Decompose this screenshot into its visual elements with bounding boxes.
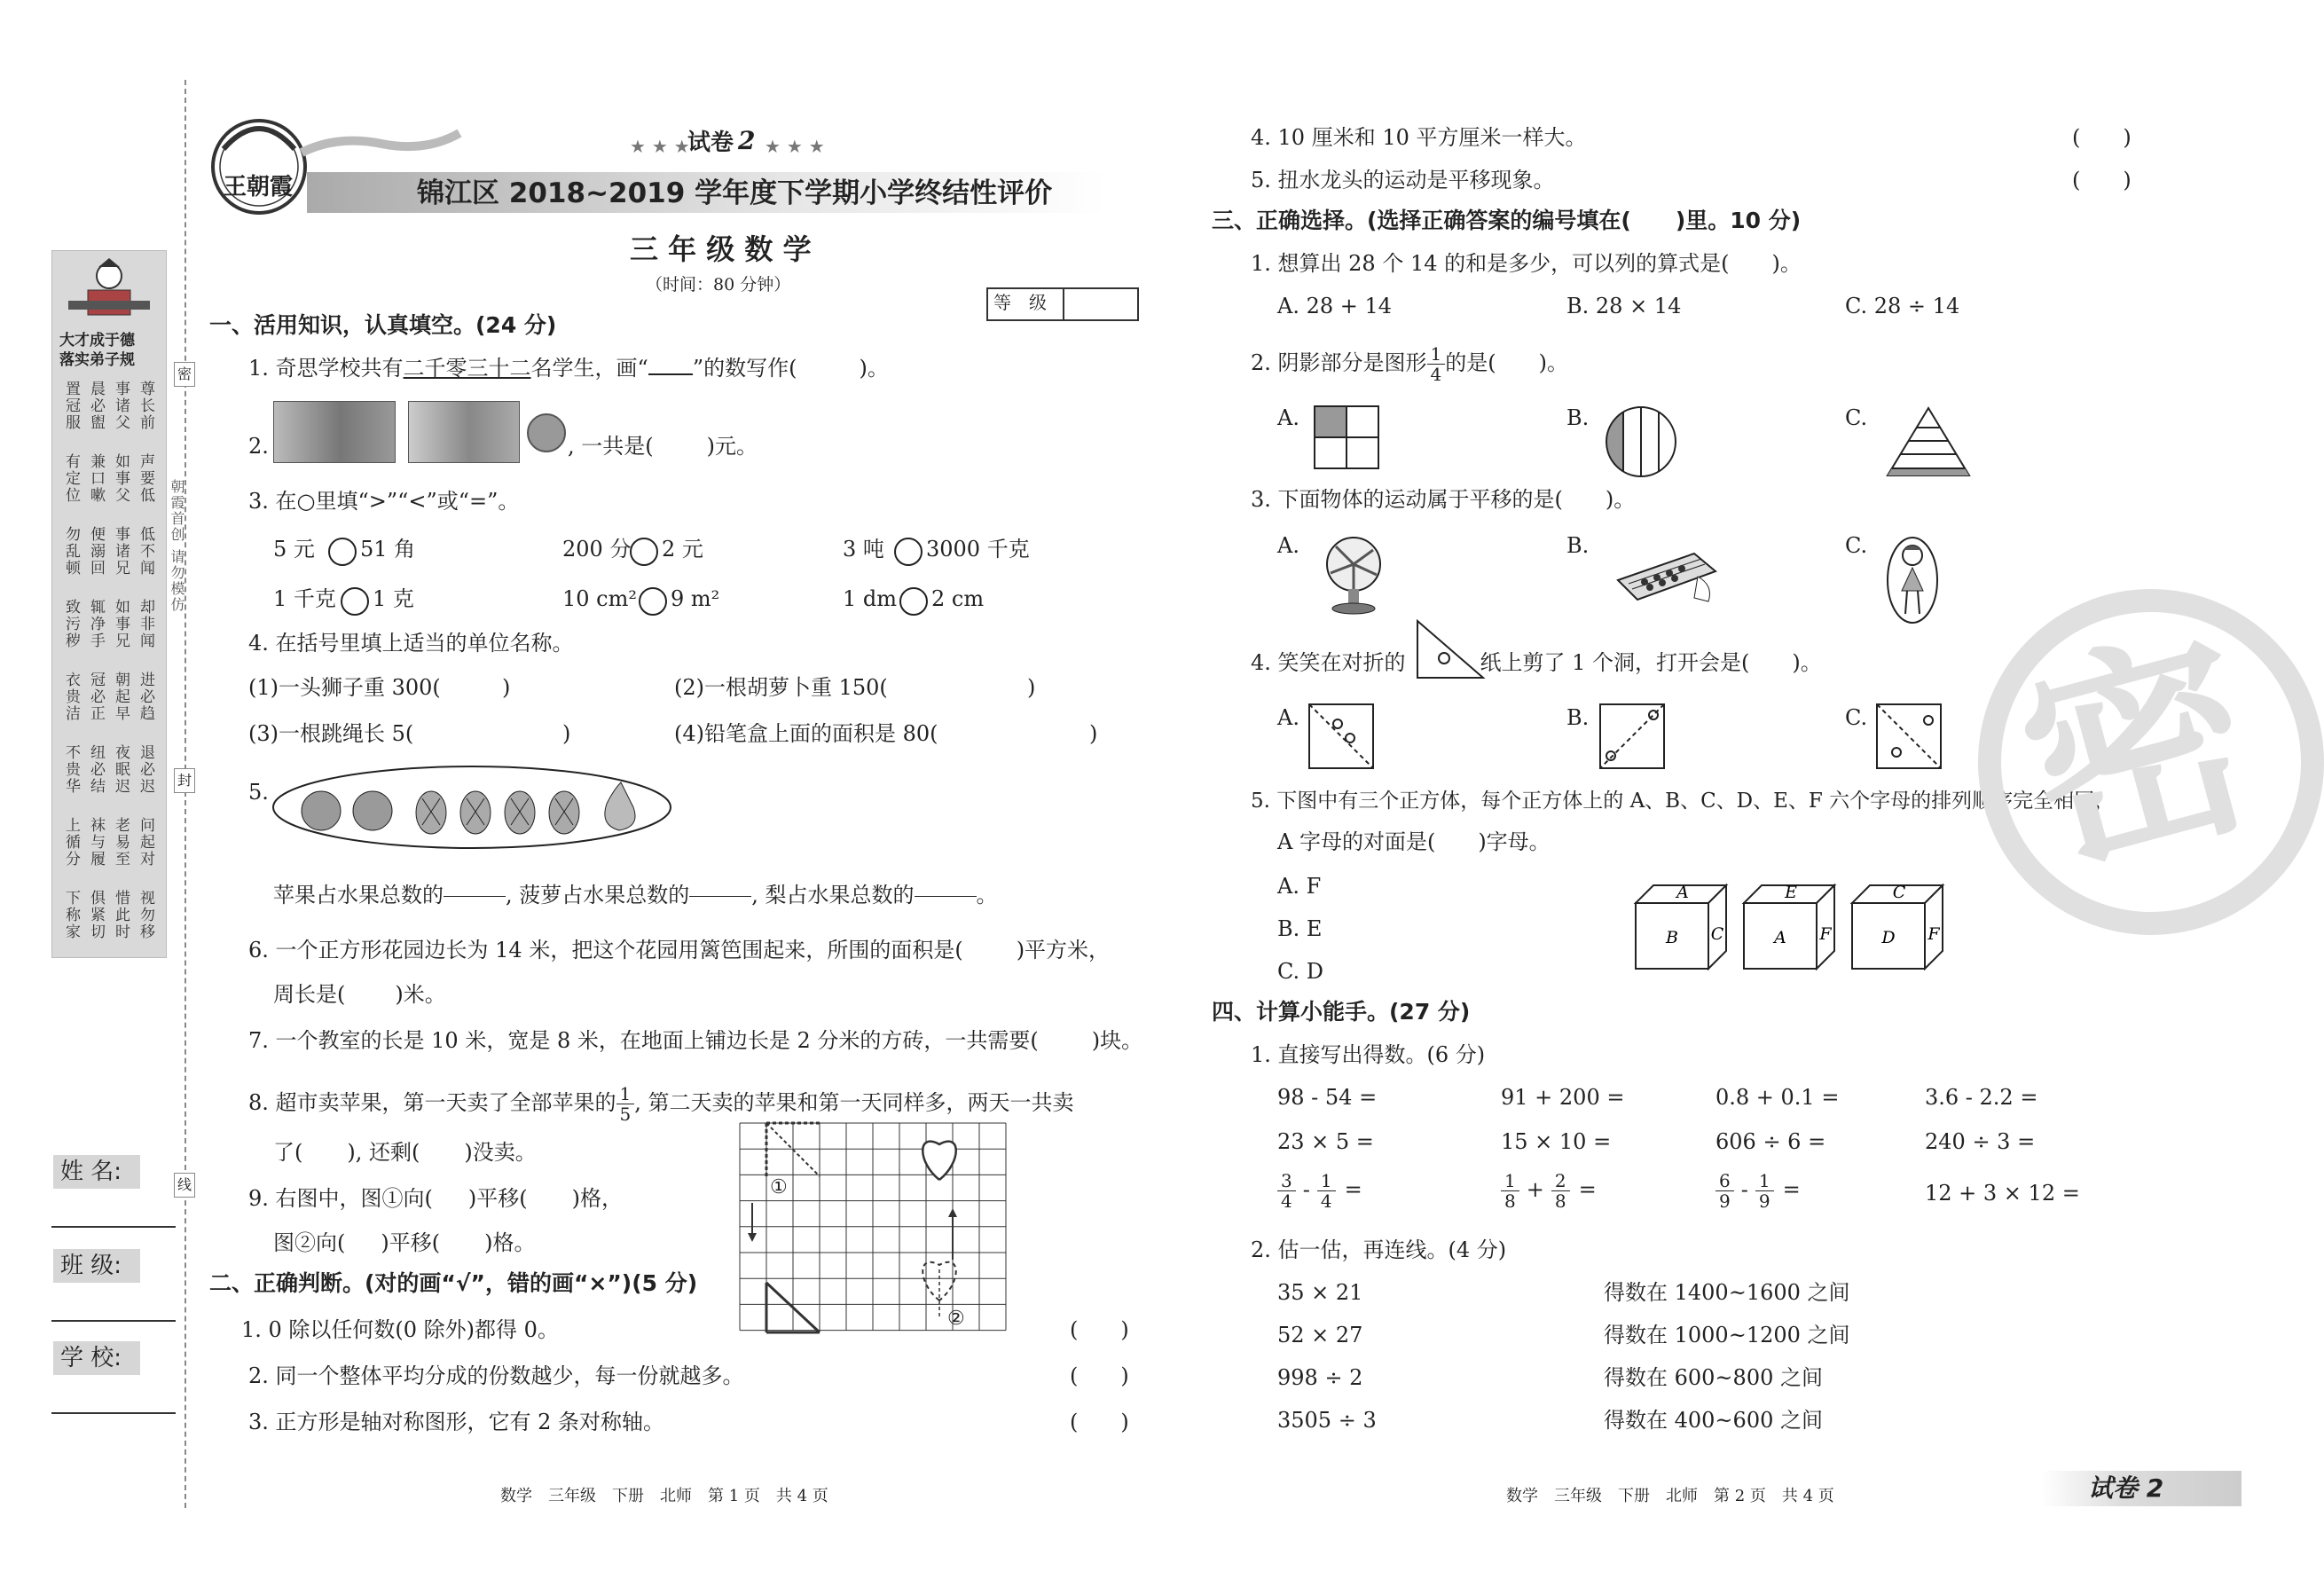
compare-circle[interactable] [639,587,667,616]
poem-column: 袜与履 [87,817,105,868]
q3-right-value: 2 元 [662,537,703,562]
estimate-range[interactable]: 得数在 1000~1200 之间 [1604,1323,1850,1347]
q8-line1 [248,1084,1074,1124]
poem-column: 如事兄 [112,599,130,649]
triangle-strips-figure[interactable] [1884,405,1973,479]
q8-text-a: 8. 超市卖苹果，第一天卖了全部苹果的 [248,1090,616,1115]
q2-text-a: , 一共是( [568,434,654,459]
q1-text-b: 名学生，画“ [530,356,648,381]
q1-underlined-number: 二千零三十二 [403,356,531,381]
poem-column: 进必趋 [137,672,154,722]
q8-text-e: )没卖。 [464,1140,537,1165]
compare-circle[interactable] [894,538,923,566]
poem-column: 辄净手 [87,599,105,649]
q1-text-a: 1. 奇思学校共有 [248,356,404,381]
paper-tag-stars-right: ★ ★ ★ [765,136,825,157]
estimate-expression[interactable]: 3505 ÷ 3 [1277,1408,1377,1433]
unfolded-option-b[interactable] [1598,703,1666,770]
grid-label-2: ② [947,1308,965,1330]
q3-left-value: 10 cm² [562,586,637,611]
poem-column: 却非闻 [137,599,154,649]
c4-text-b: 纸上剪了 1 个洞，打开会是( )。 [1480,650,1822,675]
compare-circle[interactable] [341,587,369,616]
q8-fraction: $\frac{1}{5}$ [616,1084,635,1124]
q9-text-d: 图②向( [273,1230,346,1255]
fraction-calc-item [1501,1167,1597,1212]
poem-column: 事诸父 [112,381,130,431]
corner-badge: 试卷 2 [2088,1473,2164,1503]
estimate-expression[interactable]: 35 × 21 [1277,1280,1363,1305]
q5-text [273,876,998,916]
calc-item: 23 × 5 = [1277,1129,1374,1154]
poem-column: 夜眠迟 [112,744,130,795]
q5-text-c: , 梨占水果总数的 [751,883,915,907]
q6-text-a: 6. 一个正方形花园边长为 14 米，把这个花园用篱笆围起来，所围的面积是( [248,938,963,962]
banknote-10-yuan-image [273,401,396,463]
fruit-oval-image [270,763,678,852]
q6-line2 [273,981,446,1008]
calc-item: 606 ÷ 6 = [1716,1129,1826,1154]
poem-column: 退必迟 [137,744,154,795]
cube-face-letter: F [1928,924,1940,944]
cube-face-letter: E [1785,883,1797,902]
cube-face-letter: D [1881,928,1896,947]
poem-column: 勿乱顿 [62,526,80,577]
section-1-title: 一、活用知识，认真填空。(24 分) [209,312,557,338]
poem-column: 致污秽 [62,599,80,649]
seal-mark-2: 封 [174,768,195,793]
side-note: 朝霞首创 请勿模仿 [169,479,185,614]
calc-fraction: $\frac{1}{9}$ [1755,1171,1774,1211]
c2 [1251,344,1568,384]
calc-fraction: $\frac{1}{4}$ [1317,1171,1336,1211]
estimate-range[interactable]: 得数在 400~600 之间 [1604,1408,1823,1433]
c3-opt-a-label: A. [1277,533,1299,558]
poem-column: 声要低 [137,453,154,504]
q9-text-a: 9. 右图中，图①向( [248,1186,433,1211]
compare-circle[interactable] [899,587,928,616]
calc-item: 91 + 200 = [1501,1085,1625,1110]
c2-text-a: 2. 阴影部分是图形 [1251,350,1427,375]
poem-column: 朝起早 [112,672,130,722]
q6-line1 [248,937,1110,963]
q6-text-b: )平方米， [1016,938,1111,962]
calc-operator: - [1302,1177,1310,1202]
unfolded-option-c[interactable] [1875,703,1943,770]
c4-text-a: 4. 笑笑在对折的 [1251,650,1406,675]
c5-opt-c: C. D [1277,959,1324,984]
q8-text-c: 了( [273,1140,303,1165]
cube-face-letter: A [1676,883,1689,902]
p1: 1. 直接写出得数。(6 分) [1251,1042,1486,1067]
paper-tag-stars: ★ ★ ★ [630,136,690,157]
poem-column: 兼口嗽 [87,453,105,504]
q5-text-a: 苹果占水果总数的 [273,883,444,907]
q1-blank-line [648,373,693,375]
c2-text-b: 的是( )。 [1445,350,1568,375]
ribbon-decoration [302,117,461,170]
c3-opt-b-label: B. [1566,533,1590,558]
paper-tag: 试卷 [687,130,734,156]
q7-text-b: )块。 [1091,1028,1143,1053]
q9-text-e: )平移( [381,1230,441,1255]
poem-column: 视勿移 [137,890,154,940]
cube-face-letter: A [1774,928,1786,947]
q4-close-paren: ) [1027,675,1036,700]
c4-opt-a-label: A. [1277,705,1299,730]
estimate-expression[interactable]: 998 ÷ 2 [1277,1365,1363,1390]
footer-right: 数学 三年级 下册 北师 第 2 页 共 4 页 [1506,1487,1834,1505]
exam-time: （时间：80 分钟） [646,275,791,295]
q4-close-paren: ) [562,721,571,746]
q9-text-c: )格， [571,1186,623,1211]
poem-column: 低不闻 [137,526,154,577]
compare-circle[interactable] [328,538,357,566]
judge-answer-paren[interactable]: ( ) [1070,1363,1129,1388]
name-label-text: 姓 名: [60,1159,122,1185]
cube-face-letter: B [1666,928,1678,947]
judge-item: 4. 10 厘米和 10 平方厘米一样大。 [1251,125,1587,150]
c4-opt-c-label: C. [1845,705,1868,730]
q3-left-value: 1 dm [843,586,898,611]
grade-box-divider [1063,287,1064,319]
section-2-title: 二、正确判断。(对的画“√”，错的画“×”)(5 分) [209,1270,698,1296]
estimate-range[interactable]: 得数在 600~800 之间 [1604,1365,1823,1390]
q9-line1 [248,1185,623,1212]
q8-text-b: , 第二天卖的苹果和第一天同样多，两天一共卖 [634,1090,1074,1115]
q3-right-value: 9 m² [671,586,720,611]
poem-column: 老易至 [112,817,130,868]
calc-item: 240 ÷ 3 = [1925,1129,2036,1154]
three-cubes-figure [1634,884,1953,981]
c2-opt-c-label: C. [1845,405,1868,430]
motto-panel [51,250,167,958]
school-label-text: 学 校: [60,1345,122,1371]
poem-column: 衣贵洁 [62,672,80,722]
calc-fraction: $\frac{6}{9}$ [1716,1171,1734,1211]
poem-column: 俱紧切 [87,890,105,940]
c1-opt-b: B. 28 × 14 [1566,294,1682,318]
unfolded-option-a[interactable] [1307,703,1375,770]
c1: 1. 想算出 28 个 14 的和是多少，可以列的算式是( )。 [1251,251,1802,276]
c2-opt-b-label: B. [1566,405,1590,430]
q8-text-d: ), 还剩( [347,1140,420,1165]
q9-text-f: )格。 [484,1230,536,1255]
poem-column: 纽必结 [87,744,105,795]
c1-opt-c: C. 28 ÷ 14 [1845,294,1960,318]
calc-equals: = [1578,1177,1597,1202]
c2-opt-a-label: A. [1277,405,1299,430]
motto-line-1: 大才成于德 [59,332,135,350]
q4: 4. 在括号里填上适当的单位名称。 [248,631,574,656]
poem-column: 冠必正 [87,672,105,722]
c4 [1251,649,1822,676]
square-quarter-figure[interactable] [1313,405,1384,472]
c5-line1: 5. 下图中有三个正方体，每个正方体上的 A、B、C、D、E、F 六个字母的排列顺序完全相同， [1251,790,2116,813]
brand-logo [206,114,312,220]
judge-answer-paren[interactable]: ( ) [2072,168,2132,192]
q5-text-d: 。 [976,883,998,907]
calc-item: 3.6 - 2.2 = [1925,1085,2038,1110]
judge-item: 3. 正方形是轴对称图形，它有 2 条对称轴。 [248,1410,665,1434]
poem-column: 问起对 [137,817,154,868]
class-field[interactable] [51,1320,176,1322]
q3-left-value: 5 元 [273,537,315,562]
poem-column: 有定位 [62,453,80,504]
q4-close-paren: ) [502,675,511,700]
calc-operator: - [1740,1177,1748,1202]
poem-column: 尊长前 [137,381,154,431]
judge-answer-paren[interactable]: ( ) [1070,1410,1129,1434]
grade-label: 等 级 [993,292,1047,313]
abacus-image[interactable] [1609,545,1719,607]
calc-equals: = [1782,1177,1801,1202]
q1-text-d: )。 [859,356,889,381]
judge-answer-paren[interactable]: ( ) [2072,125,2132,150]
circle-strips-figure[interactable] [1604,405,1678,479]
subject-title: 三 年 级 数 学 [630,232,812,266]
girl-jumping-rope-image[interactable] [1886,536,1939,626]
brand-logo-text: 王朝霞 [224,174,294,200]
scholar-figure [52,255,166,326]
q8-line2 [273,1139,537,1166]
judge-item: 2. 同一个整体平均分成的份数越少，每一份就越多。 [248,1363,744,1388]
class-label-text: 班 级: [60,1253,122,1279]
calc-fraction: $\frac{3}{4}$ [1277,1171,1296,1211]
section-3-title: 三、正确选择。(选择正确答案的编号填在( )里。10 分) [1212,208,1802,233]
c1-opt-a: A. 28 + 14 [1277,294,1393,318]
estimate-range[interactable]: 得数在 1400~1600 之间 [1604,1280,1850,1305]
q5-text-b: , 菠萝占水果总数的 [506,883,690,907]
cube-face-letter: C [1892,883,1906,902]
seal-mark-3: 线 [174,1173,195,1198]
c5-opt-a: A. F [1277,874,1322,899]
motto-line-2: 落实弟子规 [59,351,135,369]
cube-face-letter: C [1710,924,1724,944]
estimate-expression[interactable]: 52 × 27 [1277,1323,1363,1347]
calc-item: 98 - 54 = [1277,1085,1378,1110]
school-field[interactable] [51,1412,176,1414]
calc-fraction: $\frac{1}{8}$ [1501,1171,1519,1211]
c2-fraction: $\frac{1}{4}$ [1427,344,1446,384]
q3-left-value: 1 千克 [273,586,336,611]
c4-opt-b-label: B. [1566,705,1590,730]
q5-blank-fraction-1[interactable] [444,876,506,916]
q6-text-c: 周长是( [273,982,346,1007]
q9-text-b: )平移( [467,1186,528,1211]
p2: 2. 估一估，再连线。(4 分) [1251,1237,1507,1262]
poem-column: 便溺回 [87,526,105,577]
q4-item: (4)铅笔盒上面的面积是 80( [674,721,938,746]
q2-text [568,433,758,460]
calc-operator: + [1526,1177,1544,1202]
cube-face-letter: F [1819,924,1832,944]
judge-answer-paren[interactable]: ( ) [1070,1317,1129,1342]
c5-opt-b: B. E [1277,916,1323,941]
q2-number: 2. [248,434,269,459]
banknote-1-yuan-image [408,401,520,463]
q1-text-c: ”的数写作( [692,356,797,381]
q7-text-a: 7. 一个教室的长是 10 米，宽是 8 米，在地面上铺边长是 2 分米的方砖，一共需要( [248,1028,1039,1053]
poem-column: 事诸兄 [112,526,130,577]
secret-stamp-char: 密 [1998,600,2280,907]
q5-blank-fraction-3[interactable] [915,876,977,916]
q4-item: (3)一根跳绳长 5( [248,721,414,746]
translation-grid-figure [740,1123,1006,1332]
q3-right-value: 3000 千克 [926,537,1030,562]
q2-text-b: )元。 [706,434,758,459]
q6-text-d: )米。 [395,982,446,1007]
q3-left-value: 3 吨 [843,537,884,562]
q9-line2 [273,1230,535,1256]
poem-column: 下称家 [62,890,80,940]
calc-equals: = [1344,1177,1362,1202]
folded-paper-figure [1414,617,1487,681]
exam-title: 锦江区 2018~2019 学年度下学期小学终结性评价 [417,177,1053,209]
calc-fraction: $\frac{2}{8}$ [1551,1171,1570,1211]
electric-fan-image[interactable] [1318,534,1389,616]
poem-column: 如事父 [112,453,130,504]
q4-item: (2)一根胡萝卜重 150( [674,675,888,700]
poem-column: 不贵华 [62,744,80,795]
fraction-calc-item [1277,1167,1362,1212]
q4-close-paren: ) [1089,721,1098,746]
poem-column: 上循分 [62,817,80,868]
q5-blank-fraction-2[interactable] [689,876,751,916]
section-4-title: 四、计算小能手。(27 分) [1212,999,1471,1025]
q3-right-value: 2 cm [931,586,985,611]
name-field[interactable] [51,1226,176,1228]
judge-item: 5. 扭水龙头的运动是平移现象。 [1251,168,1555,192]
q3-right-value: 1 克 [373,586,414,611]
judge-item: 1. 0 除以任何数(0 除外)都得 0。 [241,1317,559,1342]
q4-item: (1)一头狮子重 300( [248,675,441,700]
binding-dashed-line [185,80,186,1508]
coin-image [527,413,566,452]
q5-number: 5. [248,780,269,805]
fraction-calc-item [1716,1167,1801,1212]
q3-left-value: 200 分 [562,537,632,562]
q3: 3. 在○里填“>”“<”或“=”。 [248,489,520,514]
c3-opt-c-label: C. [1845,533,1868,558]
q3-right-value: 51 角 [360,537,416,562]
poem-column: 晨必盥 [87,381,105,431]
footer-left: 数学 三年级 下册 北师 第 1 页 共 4 页 [500,1487,828,1505]
q1 [248,355,889,381]
c3: 3. 下面物体的运动属于平移的是( )。 [1251,487,1636,512]
grid-label-1: ① [770,1176,788,1198]
calc-last: 12 + 3 × 12 = [1925,1181,2080,1206]
q7 [248,1027,1142,1054]
seal-mark-1: 密 [174,362,195,387]
poem-column: 置冠服 [62,381,80,431]
c5-line2: A 字母的对面是( )字母。 [1277,829,1551,854]
compare-circle[interactable] [630,538,658,566]
poem-column: 惜此时 [112,890,130,940]
paper-number: 2 [738,126,756,155]
calc-item: 0.8 + 0.1 = [1716,1085,1840,1110]
calc-item: 15 × 10 = [1501,1129,1612,1154]
